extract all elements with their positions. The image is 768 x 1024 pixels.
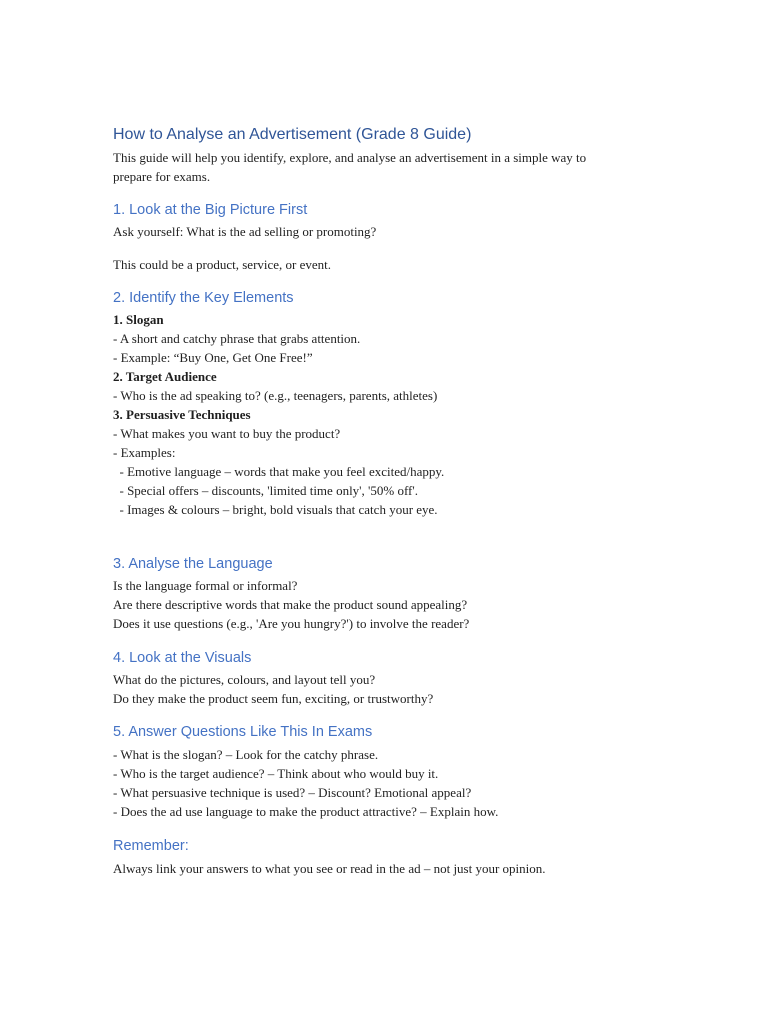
section-4-body	[113, 670, 673, 708]
list-item: What do the pictures, colours, and layout tell you?	[113, 672, 376, 687]
list-item: - Special offers – discounts, 'limited time only', '50% off'.	[113, 483, 418, 498]
section-2-body	[113, 310, 673, 519]
list-item: - A short and catchy phrase that grabs attention.	[113, 331, 361, 346]
remember-heading: Remember:	[113, 838, 189, 854]
subheading-target-audience: 2. Target Audience	[113, 369, 217, 384]
section-5-body	[113, 745, 673, 821]
subheading-persuasive-techniques: 3. Persuasive Techniques	[113, 407, 251, 422]
section-3-body	[113, 576, 673, 633]
document-title: How to Analyse an Advertisement (Grade 8 Guide)	[113, 126, 472, 143]
list-item: - What makes you want to buy the product?	[113, 426, 341, 441]
intro-line: prepare for exams.	[113, 169, 211, 184]
section-4-heading: 4. Look at the Visuals	[113, 650, 252, 666]
section-1-text: This could be a product, service, or event.	[113, 257, 332, 272]
list-item: Do they make the product seem fun, exciting, or trustworthy?	[113, 691, 434, 706]
list-item: - Examples:	[113, 445, 176, 460]
section-5-heading: 5. Answer Questions Like This In Exams	[113, 724, 373, 740]
list-item: Are there descriptive words that make the product sound appealing?	[113, 597, 468, 612]
intro-line: This guide will help you identify, explore, and analyse an advertisement in a simple way to	[113, 150, 587, 165]
list-item: - What is the slogan? – Look for the catchy phrase.	[113, 747, 379, 762]
intro-paragraph	[113, 148, 673, 186]
list-item: - Who is the ad speaking to? (e.g., teenagers, parents, athletes)	[113, 388, 438, 403]
list-item: - Emotive language – words that make you feel excited/happy.	[113, 464, 445, 479]
list-item: Does it use questions (e.g., 'Are you hungry?') to involve the reader?	[113, 616, 470, 631]
list-item: - Who is the target audience? – Think about who would buy it.	[113, 766, 439, 781]
list-item: - What persuasive technique is used? – Discount? Emotional appeal?	[113, 785, 472, 800]
section-3-heading: 3. Analyse the Language	[113, 556, 273, 572]
list-item: - Example: “Buy One, Get One Free!”	[113, 350, 313, 365]
list-item: Is the language formal or informal?	[113, 578, 298, 593]
remember-text: Always link your answers to what you see or read in the ad – not just your opinion.	[113, 861, 546, 876]
list-item: - Images & colours – bright, bold visuals that catch your eye.	[113, 502, 438, 517]
subheading-slogan: 1. Slogan	[113, 312, 164, 327]
list-item: - Does the ad use language to make the product attractive? – Explain how.	[113, 804, 499, 819]
section-2-heading: 2. Identify the Key Elements	[113, 290, 294, 306]
section-1-heading: 1. Look at the Big Picture First	[113, 202, 308, 218]
section-1-text: Ask yourself: What is the ad selling or promoting?	[113, 224, 377, 239]
